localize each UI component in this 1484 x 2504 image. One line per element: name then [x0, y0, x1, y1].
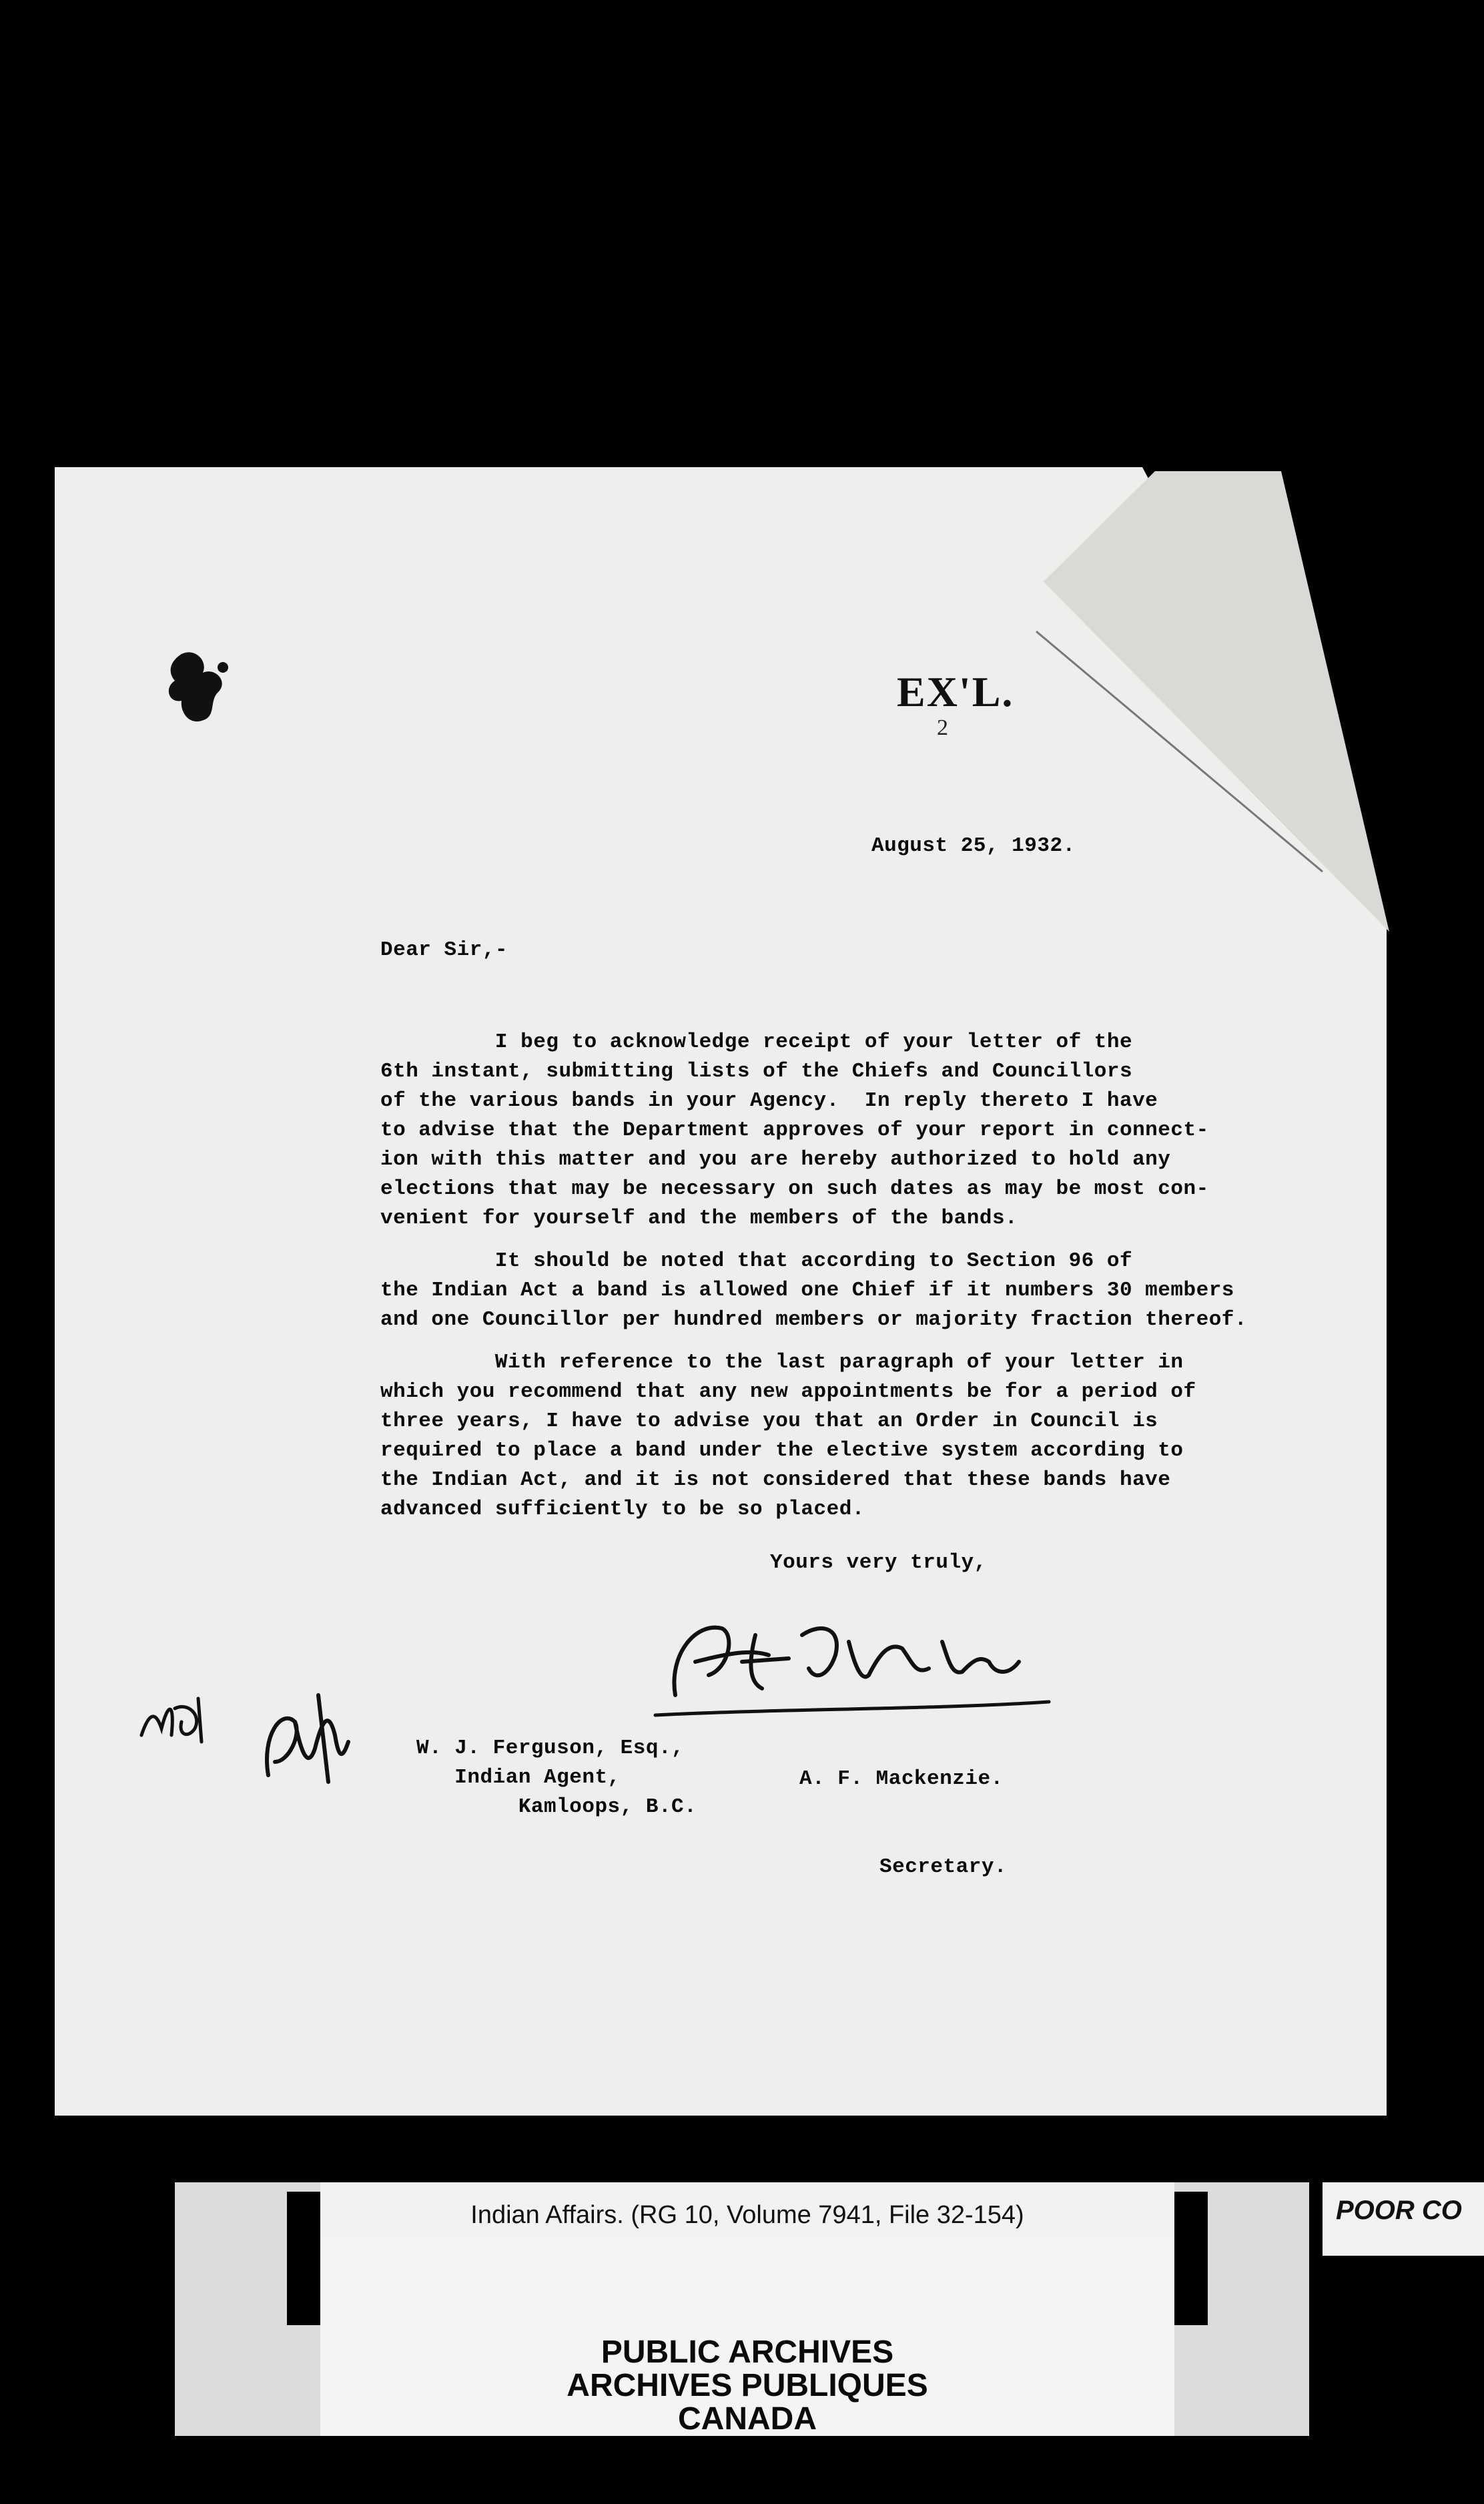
archive-reference: Indian Affairs. (RG 10, Volume 7941, File 32-154)	[470, 2201, 1024, 2229]
letter-sheet	[55, 467, 1387, 2116]
body-paragraph-2: It should be noted that according to Section 96 of the Indian Act a band is allowed one Chief if it numbers 30 members and one Councillor per hundred members or majority fraction thereof.	[380, 1249, 1248, 1331]
handwritten-signature	[649, 1595, 1062, 1722]
file-stamp: EX'L.	[897, 668, 1014, 715]
handwritten-initials-small	[135, 1688, 208, 1749]
signatory-title: Secretary.	[879, 1855, 1008, 1879]
handwritten-initials	[255, 1682, 362, 1789]
closing: Yours very truly,	[770, 1551, 987, 1574]
archive-name-en: PUBLIC ARCHIVES	[601, 2334, 894, 2370]
addressee-block: W. J. Ferguson, Esq., Indian Agent, Kamloops, B.C.	[416, 1737, 697, 1819]
ink-blot	[161, 647, 235, 727]
quality-tag	[1323, 2182, 1484, 2256]
archive-label-body	[320, 2236, 1174, 2436]
label-notch-left	[287, 2192, 320, 2325]
archive-label-card	[175, 2182, 1309, 2436]
archive-country: CANADA	[678, 2401, 817, 2437]
signatory-name: A. F. Mackenzie.	[799, 1767, 1004, 1791]
body-paragraph-3: With reference to the last paragraph of your letter in which you recommend that any new appointments be for a period of three years, I have to advise you that an Order in Council is required to place a band under the elective system according to the Indian Act, and it is not considered that these bands have advanced sufficiently to be so placed.	[380, 1351, 1196, 1521]
quality-tag-text: POOR CO	[1336, 2196, 1462, 2225]
file-stamp-mark: 2	[937, 715, 948, 740]
archive-name-fr: ARCHIVES PUBLIQUES	[567, 2368, 928, 2403]
signatory-block	[799, 1706, 1007, 1941]
body-paragraph-1: I beg to acknowledge receipt of your letter of the 6th instant, submitting lists of the Chiefs and Councillors of the various bands in your Agency. In reply thereto I have to advise that the Department approves of your report in connect- ion with this matter and you are hereby authorized to hold any elections that may be necessary on such dates as may be most con- venient for yourself and the members of the bands.	[380, 1030, 1209, 1230]
label-reference-strip	[320, 2182, 1174, 2236]
salutation: Dear Sir,-	[380, 938, 508, 962]
letter-date: August 25, 1932.	[871, 834, 1076, 858]
label-notch-right	[1174, 2192, 1208, 2325]
